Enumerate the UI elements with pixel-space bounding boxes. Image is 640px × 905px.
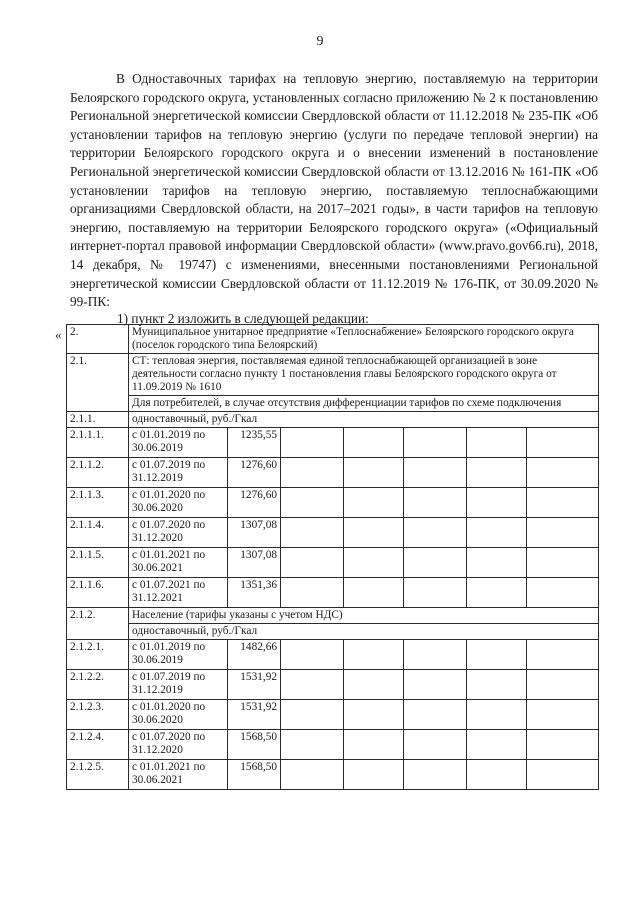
sub-item-1: 1) пункт 2 изложить в следующей редакции: — [117, 311, 369, 326]
empty-cell — [467, 760, 527, 790]
st-row — [67, 354, 599, 396]
consumers-row — [67, 396, 599, 412]
group1-header-row — [67, 412, 599, 428]
period-to: 31.12.2019 — [132, 684, 183, 696]
empty-cell — [344, 730, 404, 760]
empty-cell — [467, 700, 527, 730]
empty-cell — [344, 760, 404, 790]
group2-row-num: 2.1.2.1. — [67, 640, 129, 670]
group2-header-row — [67, 608, 599, 624]
table-row — [67, 428, 599, 458]
empty-cell — [404, 730, 467, 760]
empty-cell — [281, 578, 344, 608]
empty-cell — [344, 518, 404, 548]
page-number: 9 — [316, 34, 324, 49]
empty-cell — [281, 700, 344, 730]
group1-row-value: 1276,60 — [228, 488, 281, 518]
group1-row-value: 1351,36 — [228, 578, 281, 608]
group2-subheader-row — [67, 624, 599, 640]
group2-label: Население (тарифы указаны с учетом НДС) — [129, 608, 599, 624]
st-text: СТ: тепловая энергия, поставляемая единой теплоснабжающей организацией в зоне деятельности согласно пункту 1 постановления главы Белоярского городского округа от 11.09.2019 № 1610 — [129, 354, 599, 396]
table-row — [67, 730, 599, 760]
group1-label: одноставочный, руб./Гкал — [129, 412, 599, 428]
group1-row-period — [129, 458, 228, 488]
period-from: с 01.01.2019 по — [132, 641, 206, 653]
period-to: 31.12.2020 — [132, 532, 183, 544]
period-to: 30.06.2021 — [132, 562, 183, 574]
org-name: Муниципальное унитарное предприятие «Теплоснабжение» Белоярского городского округа (поселок городского типа Белоярский) — [129, 325, 599, 354]
group2-row-num: 2.1.2.2. — [67, 670, 129, 700]
group2-row-period — [129, 670, 228, 700]
period-from: с 01.01.2019 по — [132, 429, 206, 441]
empty-cell — [404, 548, 467, 578]
empty-cell — [404, 578, 467, 608]
table-row — [67, 458, 599, 488]
group1-row-period — [129, 548, 228, 578]
group2-row-num: 2.1.2.5. — [67, 760, 129, 790]
group2-row-value: 1482,66 — [228, 640, 281, 670]
period-from: с 01.01.2020 по — [132, 701, 206, 713]
empty-cell — [467, 578, 527, 608]
group1-row-period — [129, 518, 228, 548]
group1-row-value: 1276,60 — [228, 458, 281, 488]
empty-cell — [527, 458, 599, 488]
empty-cell — [344, 700, 404, 730]
table-row — [67, 488, 599, 518]
period-from: с 01.07.2021 по — [132, 579, 206, 591]
empty-cell — [527, 700, 599, 730]
empty-cell — [404, 458, 467, 488]
group2-row-period — [129, 640, 228, 670]
period-to: 30.06.2019 — [132, 442, 183, 454]
empty-cell — [281, 760, 344, 790]
empty-cell — [467, 670, 527, 700]
period-from: с 01.07.2020 по — [132, 731, 206, 743]
group2-row-period — [129, 700, 228, 730]
group1-row-period — [129, 578, 228, 608]
group1-row-num: 2.1.1.5. — [67, 548, 129, 578]
group1-num: 2.1.1. — [67, 412, 129, 428]
group2-row-num: 2.1.2.3. — [67, 700, 129, 730]
quote-open: « — [55, 327, 62, 342]
period-from: с 01.01.2020 по — [132, 489, 206, 501]
table-row — [67, 670, 599, 700]
group2-row-period — [129, 730, 228, 760]
empty-cell — [527, 670, 599, 700]
empty-cell — [344, 458, 404, 488]
intro-paragraph: В Одноставочных тарифах на тепловую энергию, поставляемую на территории Белоярского городского округа, установленных согласно приложению № 2 к постановлению Региональной энергетической комиссии Свердловской области от 11.12.2018 № 235-ПК «Об установлении тарифов на тепловую энергию (услуги по передаче тепловой энергии) на территории Белоярского городского округа и о внесении изменений в постановление Региональной энергетической комиссии Свердловской области от 13.12.2016 № 161-ПК «Об установлении тарифов на тепловую энергию, поставляемую теплоснабжающими организациями Свердловской области, на 2017–2021 годы», в части тарифов на тепловую энергию, поставляемую на территории Белоярского городского округа» («Официальный интернет-портал правовой информации Свердловской области» (www.pravo.gov66.ru), 2018, 14 декабря, № 19747) с изменениями, внесенными постановлениями Региональной энергетической комиссии Свердловской области от 11.12.2019 № 176-ПК, от 30.09.2020 № 99-ПК: — [70, 71, 598, 310]
group2-row-period — [129, 760, 228, 790]
empty-cell — [527, 488, 599, 518]
empty-cell — [404, 488, 467, 518]
group1-row-num: 2.1.1.1. — [67, 428, 129, 458]
empty-cell — [281, 730, 344, 760]
empty-cell — [467, 488, 527, 518]
group2-row-value: 1568,50 — [228, 760, 281, 790]
empty-cell — [467, 730, 527, 760]
group2-sublabel: одноставочный, руб./Гкал — [129, 624, 599, 640]
empty-cell — [467, 458, 527, 488]
group2-row-value: 1531,92 — [228, 700, 281, 730]
org-row — [67, 325, 599, 354]
empty-cell — [344, 670, 404, 700]
empty-cell — [281, 428, 344, 458]
period-to: 30.06.2019 — [132, 654, 183, 666]
empty-cell — [527, 760, 599, 790]
empty-cell — [281, 670, 344, 700]
empty-cell — [344, 548, 404, 578]
org-num: 2. — [67, 325, 129, 354]
period-from: с 01.07.2020 по — [132, 519, 206, 531]
empty-cell — [527, 578, 599, 608]
consumers-text: Для потребителей, в случае отсутствия дифференциации тарифов по схеме подключения — [129, 396, 599, 412]
empty-cell — [344, 488, 404, 518]
empty-cell — [281, 458, 344, 488]
period-to: 31.12.2020 — [132, 744, 183, 756]
empty-cell — [404, 640, 467, 670]
period-to: 30.06.2021 — [132, 774, 183, 786]
group1-row-value: 1307,08 — [228, 548, 281, 578]
period-from: с 01.07.2019 по — [132, 671, 206, 683]
empty-cell — [404, 670, 467, 700]
table-row — [67, 578, 599, 608]
period-from: с 01.07.2019 по — [132, 459, 206, 471]
group1-row-num: 2.1.1.2. — [67, 458, 129, 488]
empty-cell — [344, 578, 404, 608]
table-row — [67, 760, 599, 790]
empty-cell — [527, 428, 599, 458]
empty-cell — [344, 640, 404, 670]
empty-cell — [404, 700, 467, 730]
empty-cell — [281, 548, 344, 578]
group1-row-period — [129, 428, 228, 458]
group2-row-value: 1531,92 — [228, 670, 281, 700]
tariff-table — [66, 324, 599, 790]
table-row — [67, 518, 599, 548]
empty-cell — [404, 760, 467, 790]
empty-cell — [404, 518, 467, 548]
table-row — [67, 640, 599, 670]
group1-row-period — [129, 488, 228, 518]
empty-cell — [281, 640, 344, 670]
period-from: с 01.01.2021 по — [132, 761, 206, 773]
table-row — [67, 548, 599, 578]
period-to: 31.12.2019 — [132, 472, 183, 484]
group1-row-value: 1307,08 — [228, 518, 281, 548]
period-from: с 01.01.2021 по — [132, 549, 206, 561]
group1-row-value: 1235,55 — [228, 428, 281, 458]
group1-row-num: 2.1.1.3. — [67, 488, 129, 518]
group2-row-num: 2.1.2.4. — [67, 730, 129, 760]
group1-row-num: 2.1.1.4. — [67, 518, 129, 548]
empty-cell — [467, 640, 527, 670]
period-to: 31.12.2021 — [132, 592, 183, 604]
st-num: 2.1. — [67, 354, 129, 412]
tariff-table-body — [67, 325, 599, 790]
empty-cell — [467, 548, 527, 578]
empty-cell — [281, 488, 344, 518]
group1-row-num: 2.1.1.6. — [67, 578, 129, 608]
empty-cell — [467, 518, 527, 548]
period-to: 30.06.2020 — [132, 714, 183, 726]
empty-cell — [527, 548, 599, 578]
group2-num: 2.1.2. — [67, 608, 129, 640]
empty-cell — [344, 428, 404, 458]
empty-cell — [404, 428, 467, 458]
empty-cell — [527, 730, 599, 760]
table-row — [67, 700, 599, 730]
empty-cell — [527, 640, 599, 670]
empty-cell — [467, 428, 527, 458]
empty-cell — [527, 518, 599, 548]
period-to: 30.06.2020 — [132, 502, 183, 514]
empty-cell — [281, 518, 344, 548]
group2-row-value: 1568,50 — [228, 730, 281, 760]
